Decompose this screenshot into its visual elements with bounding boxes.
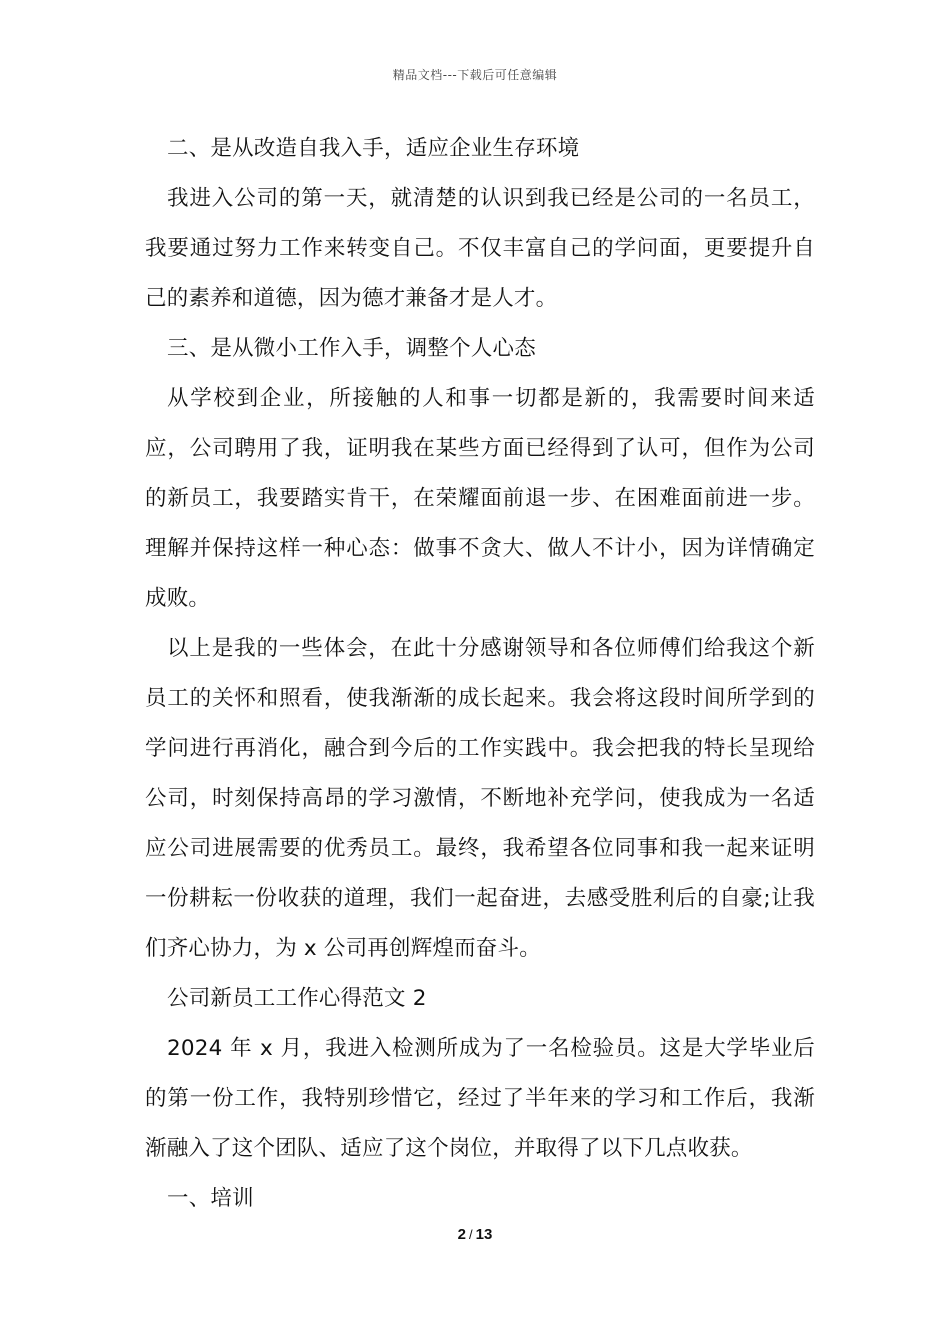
document-body: [145, 124, 815, 1224]
page-separator: /: [469, 1227, 473, 1242]
body-paragraph: 我进入公司的第一天，就清楚的认识到我已经是公司的一名员工，我要通过努力工作来转变自己。不仅丰富自己的学问面，更要提升自己的素养和道德，因为德才兼备才是人才。: [145, 186, 815, 311]
section-heading-3: 三、是从微小工作入手，调整个人心态: [167, 336, 536, 361]
page-header: 精品文档---下载后可任意编辑: [392, 68, 558, 82]
body-paragraph: 从学校到企业，所接触的人和事一切都是新的，我需要时间来适应，公司聘用了我，证明我在某些方面已经得到了认可，但作为公司的新员工，我要踏实肯干，在荣耀面前退一步、在困难面前进一步。理解并保持这样一种心态：做事不贪大、做人不计小，因为详情确定成败。: [145, 386, 815, 611]
section-heading-1: 一、培训: [167, 1186, 254, 1211]
total-page-count: 13: [475, 1226, 493, 1243]
body-paragraph: 以上是我的一些体会，在此十分感谢领导和各位师傅们给我这个新员工的关怀和照看，使我渐渐的成长起来。我会将这段时间所学到的学问进行再消化，融合到今后的工作实践中。我会把我的特长呈现给公司，时刻保持高昂的学习激情，不断地补充学问，使我成为一名适应公司进展需要的优秀员工。最终，我希望各位同事和我一起来证明一份耕耘一份收获的道理，我们一起奋进，去感受胜利后的自豪;让我们齐心协力，为 x 公司再创辉煌而奋斗。: [145, 636, 815, 961]
page-number: [0, 1226, 950, 1243]
section-heading-2: 二、是从改造自我入手，适应企业生存环境: [167, 136, 580, 161]
article-title: 公司新员工工作心得范文 2: [167, 986, 427, 1011]
body-paragraph: 2024 年 x 月，我进入检测所成为了一名检验员。这是大学毕业后的第一份工作，我特别珍惜它，经过了半年来的学习和工作后，我渐渐融入了这个团队、适应了这个岗位，并取得了以下几点收获。: [145, 1036, 815, 1161]
current-page-number: 2: [457, 1226, 467, 1243]
